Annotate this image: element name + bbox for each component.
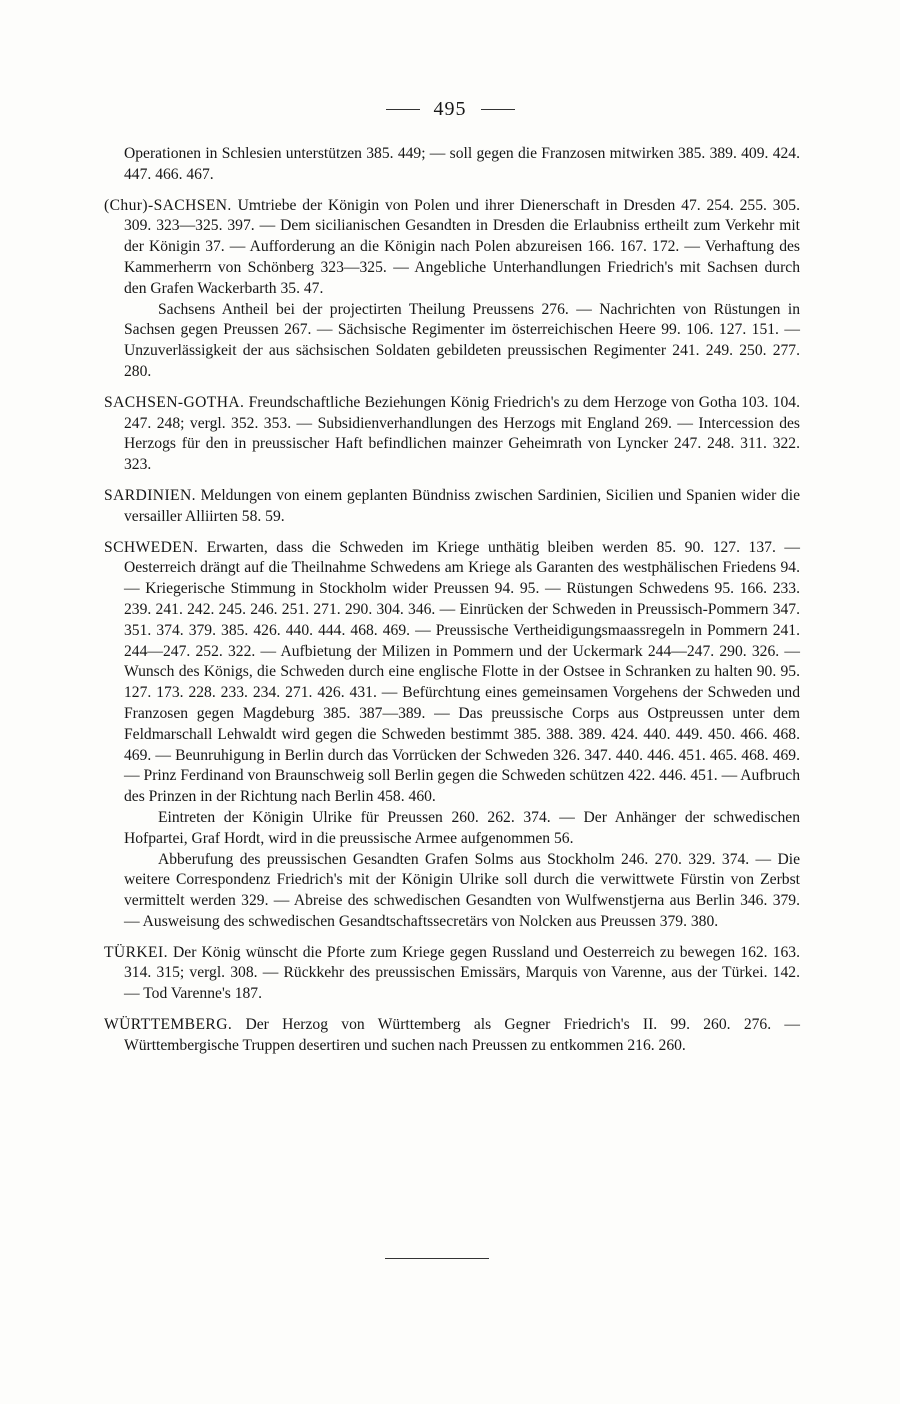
entry-first-paragraph bbox=[104, 538, 801, 808]
closing-rule bbox=[385, 1258, 489, 1259]
entry-text: Freundschaftliche Beziehungen König Friedrich's zu dem Herzoge von Gotha 103. 104. 247. 248; vergl. 352. 353. — Subsidienverhandlungen des Herzogs mit England 269. — Intercession des Herzogs für den in preussischer Haft befindlichen mainzer Geheimrath von Lyncker 247. 248. 311. 322. 323. bbox=[124, 393, 800, 474]
entry-first-paragraph bbox=[104, 1015, 800, 1057]
header-rule-right bbox=[481, 109, 515, 110]
entry-first-paragraph bbox=[104, 393, 800, 476]
entry-paragraph: Operationen in Schlesien unterstützen 385. 449; — soll gegen die Franzosen mitwirken 385. 389. 409. 424. 447. 466. 467. bbox=[124, 145, 800, 183]
entry-heading: SACHSEN-GOTHA. bbox=[104, 393, 245, 411]
entry-heading: SCHWEDEN. bbox=[104, 538, 199, 556]
index-column bbox=[104, 144, 801, 1057]
entry-first-paragraph bbox=[104, 943, 800, 1005]
header-rule-left bbox=[386, 109, 420, 110]
page-number: 495 bbox=[433, 98, 467, 120]
entry-heading: SARDINIEN. bbox=[104, 486, 196, 504]
entry-heading: WÜRTTEMBERG. bbox=[104, 1016, 233, 1034]
entry-text: Der Herzog von Württemberg als Gegner Friedrich's II. 99. 260. 276. — Württembergische Truppen desertiren und suchen nach Preussen zu entkommen 216. 260. bbox=[124, 1016, 800, 1054]
index-entry-sachsen bbox=[104, 196, 800, 383]
entry-first-paragraph bbox=[104, 486, 800, 528]
entry-paragraph: Sachsens Antheil bei der projectirten Theilung Preussens 276. — Nachrichten von Rüstungen in Sachsen gegen Preussen 267. — Sächsische Regimenter im österreichischen Heere 99. 106. 127. 151. — Unzuverlässigkeit der aus sächsischen Soldaten gebildeten preussischen Regimenter 241. 249. 250. 277. 280. bbox=[124, 300, 800, 380]
entry-heading: TÜRKEI. bbox=[104, 943, 168, 961]
entry-paragraph: Eintreten der Königin Ulrike für Preussen 260. 262. 374. — Der Anhänger der schwedischen Hofpartei, Graf Hordt, wird in die preussische Armee aufgenommen 56. bbox=[124, 808, 800, 847]
index-entry-sachsen-gotha bbox=[104, 393, 800, 476]
index-entry-sardinien bbox=[104, 486, 800, 528]
entry-text: Erwarten, dass die Schweden im Kriege unthätig bleiben werden 85. 90. 127. 137. — Oesterreich drängt auf die Theilnahme Schwedens am Kriege als Garanten des westphälischen Friedens 94. — Kriegerische Stimmung in Stockholm wider Preussen 94. 95. — Rüstungen Schwedens 95. 166. 233. 239. 241. 242. 245. 246. 251. 271. 290. 304. 346. — Einrücken der Schweden in Preussisch-Pommern 347. 351. 374. 379. 385. 426. 440. 444. 468. 469. — Preussische Vertheidigungsmaassregeln in Pommern 241. 244—247. 252. 322. — Aufbietung der Milizen in Pommern und der Uckermark 244—247. 290. 326. — Wunsch des Königs, die Schweden durch eine englische Flotte in der Ostsee in Schranken zu halten 90. 95. 127. 173. 228. 233. 234. 271. 426. 431. — Befürchtung eines gemeinsamen Vorgehens der Schweden und Franzosen gegen Magdeburg 385. 387—389. — Das preussische Corps aus Ostpreussen unter dem Feldmarschall Lehwaldt wird gegen die Schweden bestimmt 385. 388. 389. 424. 440. 449. 450. 466. 468. 469. — Beunruhigung in Berlin durch das Vorrücken der Schweden 326. 347. 440. 446. 451. 465. 468. 469. — Prinz Ferdinand von Braunschweig soll Berlin gegen die Schweden schützen 422. 446. 451. — Aufbruch des Prinzen in der Richtung nach Berlin 458. 460. bbox=[124, 538, 801, 806]
entry-text: Umtriebe der Königin von Polen und ihrer Dienerschaft in Dresden 47. 254. 255. 305. 309. 323—325. 397. — Dem sicilianischen Gesandten in Dresden die Erlaubniss ertheilt zum Verkehr mit der Königin 37. — Aufforderung an die Königin nach Polen abzureisen 166. 167. 172. — Verhaftung des Kammerherrn von Schönberg 323—325. — Angebliche Unterhandlungen Friedrich's mit Sachsen durch den Grafen Wackerbarth 35. 47. bbox=[124, 196, 800, 297]
entry-text: Meldungen von einem geplanten Bündniss zwischen Sardinien, Sicilien und Spanien wider die versailler Alliirten 58. 59. bbox=[124, 486, 800, 525]
index-entry-schweden bbox=[104, 538, 801, 933]
index-entry-wuerttemberg bbox=[104, 1015, 800, 1057]
index-entry-preussen-continued bbox=[124, 144, 800, 186]
index-entry-tuerkei bbox=[104, 943, 800, 1005]
entry-heading: (Chur)-SACHSEN. bbox=[104, 196, 232, 214]
entry-text: Der König wünscht die Pforte zum Kriege gegen Russland und Oesterreich zu bewegen 162. 163. 314. 315; vergl. 308. — Rückkehr des preussischen Emissärs, Marquis von Varenne, aus der Türkei. 142. — Tod Varenne's 187. bbox=[124, 943, 800, 1003]
entry-paragraph: Abberufung des preussischen Gesandten Grafen Solms aus Stockholm 246. 270. 329. 374. — Die weitere Correspondenz Friedrich's mit der Königin Ulrike soll durch die verwittwete Fürstin von Zerbst vermittelt werden 329. — Abreise des schwedischen Gesandten von Wulfwenstjerna aus Berlin 346. 379. — Ausweisung des schwedischen Gesandtschaftssecretärs von Nolcken aus Preussen 379. 380. bbox=[124, 850, 800, 930]
page-header bbox=[0, 98, 900, 121]
entry-first-paragraph bbox=[104, 196, 800, 300]
